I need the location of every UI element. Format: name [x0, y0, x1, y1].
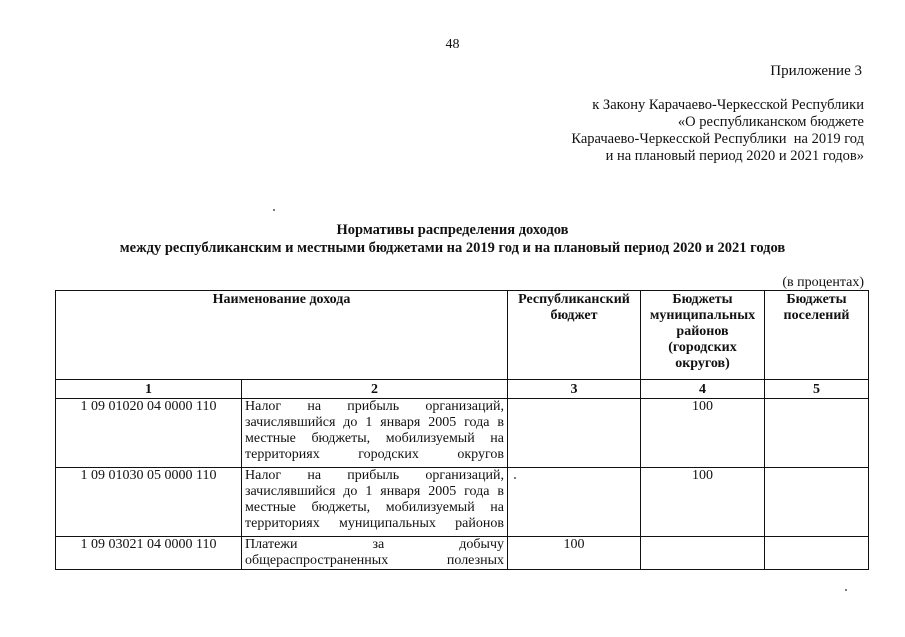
settlement-value	[765, 399, 869, 468]
district-value: 100	[641, 399, 765, 468]
settlement-value	[765, 468, 869, 537]
column-number: 5	[765, 380, 869, 399]
header-settlement-budgets: Бюджеты поселений	[765, 291, 869, 380]
table-row	[56, 468, 869, 537]
scan-speck	[514, 477, 516, 479]
income-code: 1 09 01020 04 0000 110	[56, 399, 242, 468]
header-district-budgets: Бюджеты муниципальных районов (городских округов)	[641, 291, 765, 380]
title-line: между республиканским и местными бюджетами на 2019 год и на плановый период 2020 и 2021 годов	[119, 240, 786, 256]
settlement-value	[765, 537, 869, 570]
table-header-row	[56, 291, 869, 380]
republican-value	[508, 399, 641, 468]
column-number: 3	[508, 380, 641, 399]
column-number: 2	[242, 380, 508, 399]
distribution-table	[55, 290, 869, 570]
district-value: 100	[641, 468, 765, 537]
table-row	[56, 399, 869, 468]
law-reference	[571, 97, 864, 165]
republican-value	[508, 468, 641, 537]
scan-speck	[845, 589, 847, 591]
district-value	[641, 537, 765, 570]
law-reference-line: Карачаево-Черкесской Республики на 2019 год	[571, 131, 864, 147]
title-line: Нормативы распределения доходов	[336, 222, 569, 238]
income-name: Налог на прибыль организаций, зачислявшийся до 1 января 2005 года в местные бюджеты, мобилизуемый на территориях муниципальных районов	[242, 468, 508, 537]
scan-speck	[273, 209, 275, 211]
appendix-label: Приложение 3	[770, 63, 862, 79]
law-reference-line: «О республиканском бюджете	[677, 114, 864, 130]
income-name: Налог на прибыль организаций, зачислявшийся до 1 января 2005 года в местные бюджеты, мобилизуемый на территориях городских округов	[242, 399, 508, 468]
column-number-row	[56, 380, 869, 399]
republican-value: 100	[508, 537, 641, 570]
table-row	[56, 537, 869, 570]
income-name: Платежи за добычу общераспространенных полезных	[242, 537, 508, 570]
column-number: 4	[641, 380, 765, 399]
document-title	[0, 221, 905, 257]
law-reference-line: к Закону Карачаево-Черкесской Республики	[592, 97, 864, 113]
income-code: 1 09 03021 04 0000 110	[56, 537, 242, 570]
column-number: 1	[56, 380, 242, 399]
income-code: 1 09 01030 05 0000 110	[56, 468, 242, 537]
page-number: 48	[445, 37, 460, 52]
header-republican-budget: Республиканский бюджет	[508, 291, 641, 380]
header-income-name: Наименование дохода	[56, 291, 508, 380]
units-note: (в процентах)	[782, 275, 864, 290]
law-reference-line: и на плановый период 2020 и 2021 годов»	[605, 148, 864, 164]
